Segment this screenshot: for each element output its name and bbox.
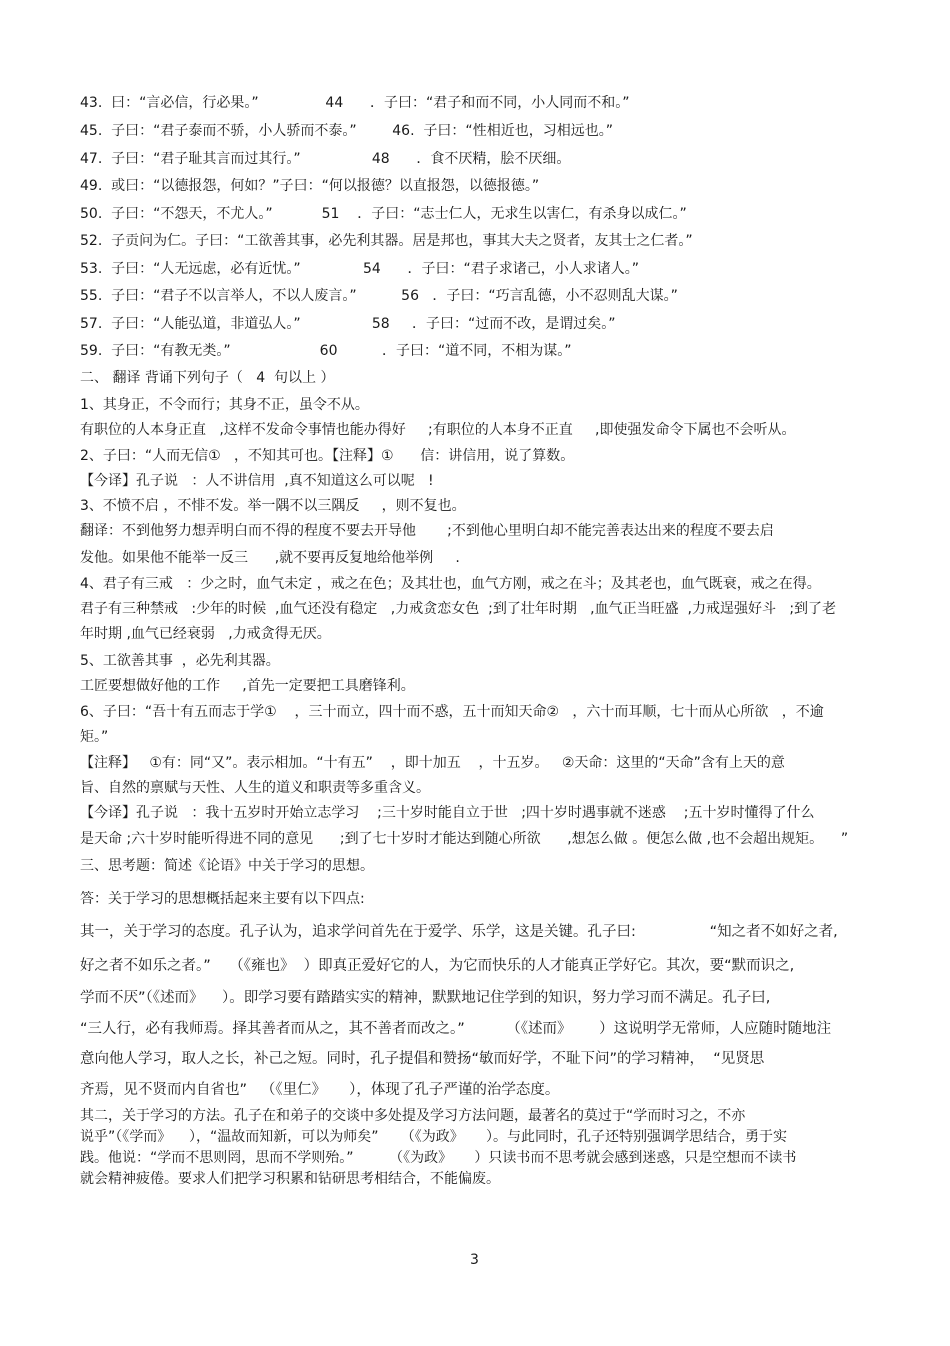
text-line: 意向他人学习，取人之长，补己之短。同时，孔子提倡和赞扬“敏而好学，不耻下问”的学习精神， “见贤思 (80, 1051, 765, 1067)
text-line: 好之者不如乐之者。” （《雍也》 ）即真正爱好它的人，为它而快乐的人才能真正学好它。其次，要“默而识之, (80, 958, 795, 974)
text-line: 答：关于学习的思想概括起来主要有以下四点: (80, 891, 365, 907)
text-line: 55. 子曰：“君子不以言举人，不以人废言。” 56 ．子曰：“巧言乱德，小不忍则乱大谋。” (80, 288, 678, 304)
page-number: 3 (470, 1252, 479, 1268)
text-line: 践。他说：“学而不思则罔，思而不学则殆。” （《为政》 ）只读书而不思考就会感到迷惑，只是空想而不读书 (80, 1150, 797, 1166)
text-line: 49. 或曰：“以德报怨，何如？”子曰：“何以报德？以直报怨，以德报德。” (80, 178, 540, 194)
text-line: 47. 子曰：“君子耻其言而过其行。” 48 ．食不厌精，脍不厌细。 (80, 151, 571, 167)
text-line: 工匠要想做好他的工作 ,首先一定要把工具磨锋利。 (80, 678, 415, 694)
text-line: 50. 子曰：“不怨天，不尤人。” 51 ．子曰：“志士仁人，无求生以害仁，有杀身以成仁。” (80, 206, 687, 222)
text-line: 发他。如果他不能举一反三 ,就不要再反复地给他举例 . (80, 550, 460, 566)
text-line: 说乎”（《学而》 ），“温故而知新，可以为师矣” （《为政》 ）。与此同时，孔子还特别强调学思结合，勇于实 (80, 1129, 788, 1145)
text-line: 45. 子曰：“君子泰而不骄，小人骄而不泰。” 46. 子曰：“性相近也，习相远也。” (80, 123, 613, 139)
text-line: 君子有三种禁戒 :少年的时候 ,血气还没有稳定 ,力戒贪恋女色 ;到了壮年时期 ,血气正当旺盛 ,力戒逞强好斗 ;到了老 (80, 601, 837, 617)
text-line: 就会精神疲倦。要求人们把学习积累和钻研思考相结合，不能偏废。 (80, 1171, 500, 1187)
text-line: 6、子曰：“吾十有五而志于学① ，三十而立，四十而不惑，五十而知天命② ，六十而耳顺，七十而从心所欲 ，不逾 (80, 704, 824, 720)
text-line: 有职位的人本身正直 ,这样不发命令事情也能办得好 ;有职位的人本身不正直 ,即使强发命令下属也不会听从。 (80, 422, 796, 438)
text-line: 【今译】孔子说 ：人不讲信用 ,真不知道这么可以呢 ! (80, 473, 434, 489)
text-line: 1、其身正，不令而行；其身不正，虽令不从。 (80, 397, 369, 413)
text-line: 年时期 ,血气已经衰弱 ,力戒贪得无厌。 (80, 626, 331, 642)
text-line: 4、君子有三戒 ：少之时，血气未定 ，戒之在色；及其壮也，血气方刚，戒之在斗；及其老也，血气既衰，戒之在得。 (80, 576, 821, 592)
text-line: 其一，关于学习的态度。孔子认为，追求学问首先在于爱学、乐学，这是关键。孔子曰: “知之者不如好之者, (80, 924, 838, 940)
text-line: 矩。” (80, 729, 109, 745)
text-line: 43. 曰：“言必信，行必果。” 44 ．子曰：“君子和而不同，小人同而不和。” (80, 95, 630, 111)
text-line: 5、工欲善其事 ，必先利其器。 (80, 653, 280, 669)
text-line: 53. 子曰：“人无远虑，必有近忧。” 54 ．子曰：“君子求诸己，小人求诸人。” (80, 261, 639, 277)
text-line: 【注释】 ①有：同“又”。表示相加。“十有五” ，即十加五 ，十五岁。 ②天命：这里的“天命”含有上天的意 (80, 755, 785, 771)
text-line: 59. 子曰：“有教无类。” 60 ．子曰：“道不同，不相为谋。” (80, 343, 572, 359)
text-line: 其二，关于学习的方法。孔子在和弟子的交谈中多处提及学习方法问题，最著名的莫过于“学而时习之，不亦 (80, 1108, 746, 1124)
text-line: 翻译：不到他努力想弄明白而不得的程度不要去开导他 ;不到他心里明白却不能完善表达出来的程度不要去启 (80, 523, 774, 539)
text-line: 57. 子曰：“人能弘道，非道弘人。” 58 ．子曰：“过而不改，是谓过矣。” (80, 316, 616, 332)
text-line: 学而不厌”（《述而》 ）。即学习要有踏踏实实的精神，默默地记住学到的知识，努力学习而不满足。孔子曰, (80, 990, 771, 1006)
text-line: 是天命 ;六十岁时能听得进不同的意见 ;到了七十岁时才能达到随心所欲 ,想怎么做 。便怎么做 ,也不会超出规矩。 ” (80, 831, 849, 847)
section-heading: 二、 翻译 背诵下列句子（ 4 句以上 ） (80, 370, 335, 386)
text-line: 【今译】孔子说 ：我十五岁时开始立志学习 ;三十岁时能自立于世 ;四十岁时遇事就不迷惑 ;五十岁时懂得了什么 (80, 805, 815, 821)
section-heading: 三、思考题：简述《论语》中关于学习的思想。 (80, 858, 374, 874)
text-line: “三人行，必有我师焉。择其善者而从之，其不善者而改之。” （《述而》 ）这说明学无常师，人应随时随地注 (80, 1021, 832, 1037)
text-line: 52. 子贡问为仁。子曰：“工欲善其事，必先利其器。居是邦也，事其大夫之贤者，友其士之仁者。” (80, 233, 693, 249)
text-line: 2、子曰：“人而无信① ，不知其可也。【注释】① 信：讲信用，说了算数。 (80, 448, 575, 464)
text-line: 齐焉，见不贤而内自省也” （《里仁》 ），体现了孔子严谨的治学态度。 (80, 1082, 560, 1098)
text-line: 旨、自然的禀赋与天性、人生的道义和职责等多重含义。 (80, 780, 430, 796)
text-line: 3、不愤不启 ，不悱不发。举一隅不以三隅反 ，则不复也。 (80, 498, 466, 514)
